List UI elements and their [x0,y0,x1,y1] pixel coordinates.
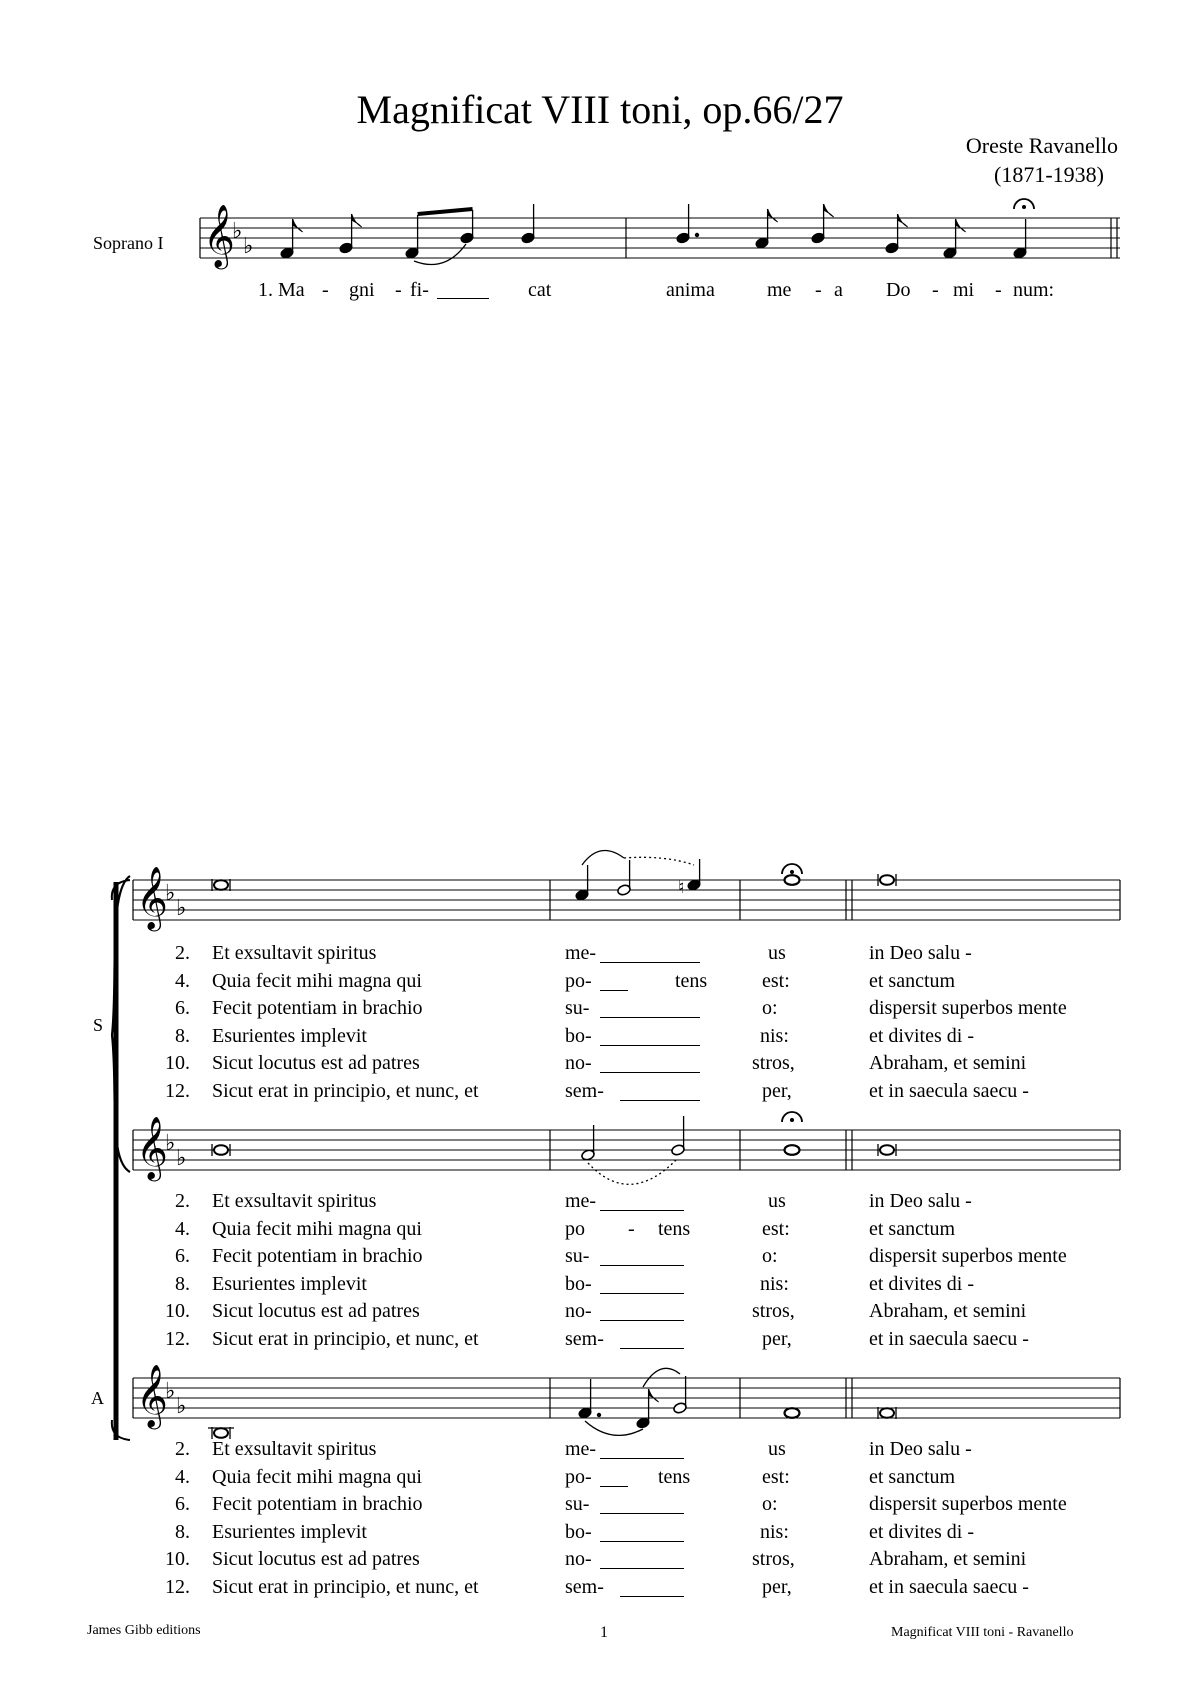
verse-a: no- [565,1052,592,1074]
verse-b: us [768,1190,786,1212]
verse-c: et sanctum [869,1465,956,1488]
key-flat: ♭ [176,1146,187,1171]
verse-a: me- [565,1190,597,1212]
verse-c: et divites di - [869,1520,974,1543]
verse-mid: tens [675,969,708,992]
lyric-extender [600,1513,684,1514]
lyric-syllable: anima [666,279,715,301]
lyric-syllable: - [815,279,822,301]
treble-clef: 𝄞 [203,204,235,267]
verse-n: 6. [175,1245,190,1267]
verse-text: Esurientes implevit [212,1520,367,1543]
verse-mid: tens [658,1465,691,1488]
verse-b: nis: [760,1520,789,1543]
fermata-dot [790,870,794,874]
lyric-extender [437,298,489,299]
verse-n: 10. [165,1052,190,1074]
verse-a: bo- [565,1520,592,1543]
verse-text: Fecit potentiam in brachio [212,1245,423,1267]
lyric-extender [620,1100,700,1101]
key-flat: ♭ [243,234,254,259]
key-flat: ♭ [165,1379,176,1404]
flag [293,219,303,232]
verse-n: 8. [175,1520,190,1543]
verse-c: et sanctum [869,969,956,992]
verse-c: in Deo salu - [869,942,972,964]
lyric-syllable: me [767,279,792,301]
lyric-syllable: num: [1013,279,1055,301]
verse-b: stros, [752,1300,795,1322]
verse-a: po- [565,969,592,992]
verse-b: nis: [760,1024,789,1047]
dotted-slur [624,857,694,865]
breve-head [214,880,228,890]
staff-alto [133,1364,1120,1439]
verse-text: Quia fecit mihi magna qui [212,1465,422,1488]
verse-n: 10. [165,1300,190,1322]
lyric-extender [600,1045,700,1046]
dotted-slur [588,1158,678,1184]
slur [414,244,466,265]
lyric-syllable: fi- [410,279,429,301]
brace-label-s: S [93,1015,104,1035]
verse-text: Fecit potentiam in brachio [212,997,423,1019]
verse-b: per, [762,1079,792,1102]
verse-b: stros, [752,1052,795,1074]
lyric-extender [600,1210,684,1211]
staff-soprano-i [200,199,1120,270]
lyric-syllable: - [932,279,939,301]
verse-a: bo- [565,1272,592,1295]
verse-c: Abraham, et semini [869,1300,1027,1322]
lyric-extender [600,1293,684,1294]
lyric-extender [600,1458,684,1459]
treble-clef: 𝄞 [136,1364,168,1427]
verse-text: Sicut locutus est ad patres [212,1300,420,1322]
lyric-extender [600,1320,684,1321]
verse-b: stros, [752,1548,795,1570]
footer-page-number: 1 [600,1624,608,1641]
verse-b: o: [762,1245,778,1267]
verse-text: Sicut erat in principio, et nunc, et [212,1327,479,1350]
natural-sign: ♮ [678,877,685,898]
composer-dates: (1871-1938) [994,162,1104,187]
verse-text: Et exsultavit spiritus [212,1438,377,1460]
verse-c: Abraham, et semini [869,1548,1027,1570]
verse-text: Sicut locutus est ad patres [212,1052,420,1074]
verse-n: 2. [175,942,190,964]
flag [824,204,834,217]
verse-b: est: [762,969,790,992]
whole-note [785,1408,800,1418]
augmentation-dot [597,1413,601,1417]
lyric-extender [600,1017,700,1018]
verse-c: et sanctum [869,1217,956,1240]
verse-n: 6. [175,997,190,1019]
composer-name: Oreste Ravanello [965,133,1118,158]
verse-c: in Deo salu - [869,1190,972,1212]
lyric-syllable: Do [886,279,911,301]
verse-n: 6. [175,1493,190,1515]
lyric-extender [600,1568,684,1569]
breve-head [880,875,894,885]
verse-c: dispersit superbos mente [869,997,1067,1019]
verse-text: Sicut erat in principio, et nunc, et [212,1079,479,1102]
flag [768,209,778,222]
verse-n: 2. [175,1438,190,1460]
verse-b: us [768,1438,786,1460]
breve-head [880,1145,894,1155]
system-brace [112,876,130,1440]
flag [898,214,908,227]
lyric-syllable: gni [349,279,375,301]
breve-head [214,1428,228,1438]
verse-n: 12. [165,1575,190,1598]
whole-note [785,1145,800,1155]
verse-a: po [565,1217,585,1240]
verse-c: et in saecula saecu - [869,1327,1029,1350]
verse-n: 4. [175,1217,190,1240]
verse-text: Esurientes implevit [212,1024,367,1047]
verse-text: Esurientes implevit [212,1272,367,1295]
flag [649,1389,659,1402]
lyric-extender [600,1486,628,1487]
verse-c: et divites di - [869,1024,974,1047]
verse-a: po- [565,1465,592,1488]
footer-publisher: James Gibb editions [87,1623,201,1638]
verse-a: no- [565,1548,592,1570]
verse-text: Et exsultavit spiritus [212,942,377,964]
verse-b: o: [762,997,778,1019]
verse-text: Quia fecit mihi magna qui [212,969,422,992]
verse-c: et in saecula saecu - [869,1575,1029,1598]
footer-running-title: Magnificat VIII toni - Ravanello [891,1625,1074,1640]
lyric-syllable: mi [953,279,975,301]
lyric-extender [600,1265,684,1266]
verse-n: 12. [165,1327,190,1350]
verse-sep: - [628,1217,635,1240]
lyric-extender [620,1348,684,1349]
treble-clef: 𝄞 [136,866,168,929]
whole-note [785,875,800,885]
verse-a: bo- [565,1024,592,1047]
verse-a: sem- [565,1327,604,1350]
verse-c: in Deo salu - [869,1438,972,1460]
verse-b: per, [762,1327,792,1350]
lyric-syllable: - [395,279,402,301]
verse-a: su- [565,1245,590,1267]
verse-a: sem- [565,1079,604,1102]
verse-a: sem- [565,1575,604,1598]
flag [956,219,966,232]
fermata-dot [790,1118,794,1122]
verse-text: Quia fecit mihi magna qui [212,1217,422,1240]
lyric-syllable: - [322,279,329,301]
verse-c: dispersit superbos mente [869,1245,1067,1267]
verse-b: est: [762,1465,790,1488]
verse-a: su- [565,1493,590,1515]
verse-b: nis: [760,1272,789,1295]
verse-n: 8. [175,1024,190,1047]
verse-text: Et exsultavit spiritus [212,1190,377,1212]
lyric-syllable: a [834,279,843,301]
key-flat: ♭ [176,896,187,921]
verse-text: Fecit potentiam in brachio [212,1493,423,1515]
verse-a: su- [565,997,590,1019]
lyric-extender [600,1541,684,1542]
verse-b: per, [762,1575,792,1598]
part-label-soprano-i: Soprano I [93,233,164,253]
verse-a: me- [565,1438,597,1460]
verse-c: Abraham, et semini [869,1052,1027,1074]
verse-b: o: [762,1493,778,1515]
verse-a: me- [565,942,597,964]
verse-n: 12. [165,1079,190,1102]
key-flat: ♭ [232,219,243,244]
slur [585,1421,643,1435]
verse-n: 2. [175,1190,190,1212]
verse-n: 10. [165,1548,190,1570]
verse-n: 4. [175,1465,190,1488]
staff-s-upper [133,850,1120,932]
verse-n: 4. [175,969,190,992]
treble-clef: 𝄞 [136,1116,168,1179]
verse-c: et divites di - [869,1272,974,1295]
lyric-extender [600,990,628,991]
key-flat: ♭ [165,881,176,906]
flag [352,214,362,227]
verse-n: 8. [175,1272,190,1295]
verse-c: dispersit superbos mente [869,1493,1067,1515]
brace-label-a: A [91,1388,104,1408]
page-title: Magnificat VIII toni, op.66/27 [356,87,844,132]
verse-c: et in saecula saecu - [869,1079,1029,1102]
verse-text: Sicut erat in principio, et nunc, et [212,1575,479,1598]
lyric-syllable: cat [528,279,552,301]
lyric-extender [600,962,700,963]
slur [582,850,624,865]
beam [418,209,473,214]
fermata-dot [1022,205,1026,209]
breve-head [880,1408,894,1418]
lyric-syllable: 1. Ma [258,279,305,301]
lyric-syllable: - [995,279,1002,301]
verse-mid: tens [658,1217,691,1240]
breve-head [214,1145,228,1155]
verse-text: Sicut locutus est ad patres [212,1548,420,1570]
verse-a: no- [565,1300,592,1322]
lyric-extender [620,1596,684,1597]
key-flat: ♭ [165,1131,176,1156]
augmentation-dot [695,233,699,237]
verse-b: est: [762,1217,790,1240]
key-flat: ♭ [176,1394,187,1419]
lyric-extender [600,1072,700,1073]
verse-b: us [768,942,786,964]
staff-s-lower [133,1112,1120,1184]
